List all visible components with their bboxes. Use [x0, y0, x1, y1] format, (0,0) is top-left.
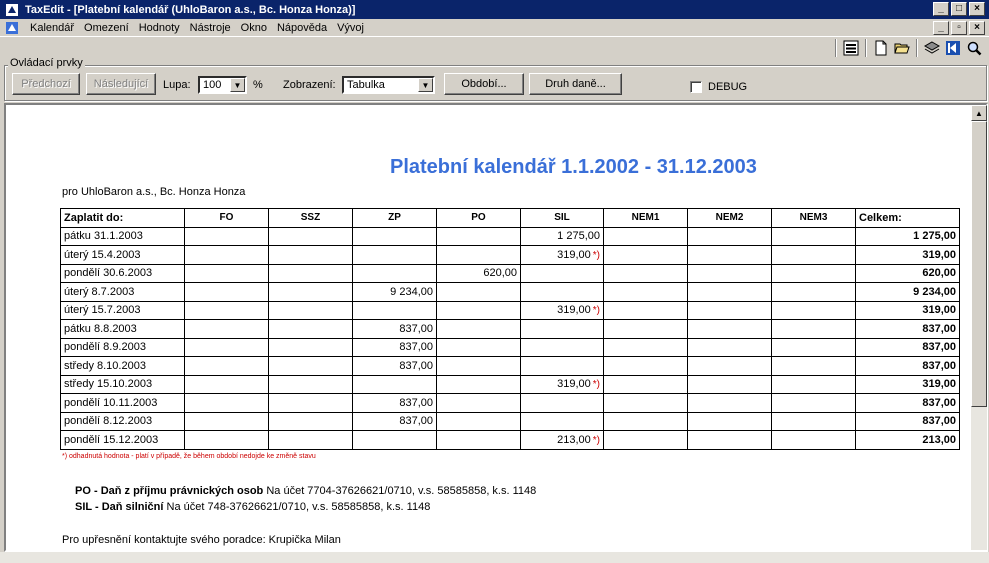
- menu-vyvoj[interactable]: Vývoj: [337, 21, 364, 34]
- zoom-unit: %: [253, 79, 263, 91]
- cell-po: [437, 431, 521, 450]
- cell-zp: [353, 246, 437, 265]
- cell-nem3: [772, 357, 856, 376]
- cell-fo: [185, 283, 269, 302]
- cell-date: pátku 31.1.2003: [61, 227, 185, 246]
- cell-date: pondělí 30.6.2003: [61, 264, 185, 283]
- app-icon: [5, 3, 19, 17]
- search-icon[interactable]: [965, 39, 983, 57]
- cell-fo: [185, 246, 269, 265]
- table-row: [61, 320, 960, 339]
- cell-zp: 837,00: [353, 357, 437, 376]
- cell-sil-value: 1 275,00: [557, 230, 600, 243]
- next-button[interactable]: Následující: [86, 73, 156, 95]
- table-row: [61, 264, 960, 283]
- cell-nem3: [772, 320, 856, 339]
- cell-nem1: [604, 412, 688, 431]
- table-row: [61, 283, 960, 302]
- cell-nem3: [772, 264, 856, 283]
- cell-nem1: [604, 264, 688, 283]
- mdi-close-button[interactable]: ×: [969, 21, 985, 35]
- cell-ssz: [269, 412, 353, 431]
- cell-nem3: [772, 283, 856, 302]
- footnote: *) odhadnutá hodnota - platí v případě, že během období nedojde ke změně stavu: [62, 453, 316, 460]
- zoom-dropdown-arrow-icon[interactable]: ▼: [230, 78, 245, 92]
- cell-total: 319,00: [856, 301, 960, 320]
- col-po: PO: [437, 209, 521, 228]
- cell-nem3: [772, 246, 856, 265]
- cell-ssz: [269, 246, 353, 265]
- cell-po: [437, 375, 521, 394]
- cell-zp: [353, 301, 437, 320]
- layers-icon[interactable]: [923, 39, 941, 57]
- cell-nem2: [688, 375, 772, 394]
- estimate-mark: *): [592, 434, 600, 446]
- payment-name: Daň z příjmu právnických osob: [100, 485, 264, 497]
- cell-ssz: [269, 431, 353, 450]
- cell-fo: [185, 431, 269, 450]
- cell-po: [437, 320, 521, 339]
- cell-nem2: [688, 264, 772, 283]
- cell-zp: 837,00: [353, 394, 437, 413]
- cell-total: 213,00: [856, 431, 960, 450]
- payment-line-sil: SIL - Daň silniční Na účet 748-37626621/0710, v.s. 58585858, k.s. 1148: [75, 501, 431, 513]
- estimate-mark: *): [592, 305, 600, 317]
- cell-nem1: [604, 227, 688, 246]
- cell-date: pondělí 15.12.2003: [61, 431, 185, 450]
- view-select[interactable]: [342, 76, 435, 94]
- cell-po: [437, 394, 521, 413]
- back-icon[interactable]: [944, 39, 962, 57]
- new-doc-icon[interactable]: [872, 39, 890, 57]
- cell-nem2: [688, 246, 772, 265]
- cell-total: 9 234,00: [856, 283, 960, 302]
- maximize-button[interactable]: □: [951, 2, 967, 16]
- cell-ssz: [269, 338, 353, 357]
- cell-fo: [185, 375, 269, 394]
- cell-zp: [353, 264, 437, 283]
- cell-sil-value: 213,00: [557, 433, 591, 446]
- document-subtitle: pro UhloBaron a.s., Bc. Honza Honza: [62, 186, 246, 198]
- cell-po: [437, 301, 521, 320]
- cell-sil: [521, 394, 604, 413]
- toolbar-separator: [865, 39, 867, 57]
- cell-po: [437, 412, 521, 431]
- cell-nem2: [688, 301, 772, 320]
- cell-zp: 837,00: [353, 320, 437, 339]
- menu-omezeni[interactable]: Omezení: [84, 21, 129, 34]
- cell-fo: [185, 227, 269, 246]
- cell-nem2: [688, 357, 772, 376]
- table-row: [61, 357, 960, 376]
- zoom-select[interactable]: [198, 76, 247, 94]
- scroll-thumb[interactable]: [971, 121, 987, 407]
- cell-po: [437, 338, 521, 357]
- cell-nem2: [688, 338, 772, 357]
- toolbar: [0, 36, 989, 58]
- cell-total: 837,00: [856, 320, 960, 339]
- zoom-value: 100: [203, 79, 222, 91]
- cell-po: [437, 227, 521, 246]
- cell-ssz: [269, 264, 353, 283]
- cell-total: 837,00: [856, 338, 960, 357]
- vertical-scrollbar[interactable]: [971, 105, 987, 550]
- table-row: [61, 412, 960, 431]
- table-row: [61, 301, 960, 320]
- cell-sil: [521, 227, 604, 246]
- cell-nem3: [772, 375, 856, 394]
- cell-nem1: [604, 394, 688, 413]
- view-value: Tabulka: [347, 79, 385, 91]
- cell-nem3: [772, 338, 856, 357]
- cell-nem3: [772, 301, 856, 320]
- cell-fo: [185, 338, 269, 357]
- cell-zp: [353, 227, 437, 246]
- cell-total: 319,00: [856, 375, 960, 394]
- cell-date: středy 15.10.2003: [61, 375, 185, 394]
- cell-nem1: [604, 301, 688, 320]
- cell-sil: [521, 283, 604, 302]
- cell-total: 837,00: [856, 357, 960, 376]
- cell-po: [437, 246, 521, 265]
- menu-napoveda[interactable]: Nápověda: [276, 21, 328, 34]
- cell-nem2: [688, 227, 772, 246]
- contact-note: Pro upřesnění kontaktujte svého poradce: Krupička Milan: [62, 534, 341, 546]
- horizontal-scrollbar[interactable]: [0, 552, 989, 563]
- cell-nem2: [688, 431, 772, 450]
- close-button[interactable]: ×: [969, 2, 985, 16]
- col-nem2: NEM2: [688, 209, 772, 228]
- table-row: [61, 246, 960, 265]
- table-body: [61, 227, 960, 449]
- cell-nem1: [604, 338, 688, 357]
- cell-nem1: [604, 283, 688, 302]
- cell-po: [437, 357, 521, 376]
- tax-type-button[interactable]: Druh daně...: [529, 73, 622, 95]
- cell-date: pátku 8.8.2003: [61, 320, 185, 339]
- cell-ssz: [269, 283, 353, 302]
- cell-date: středy 8.10.2003: [61, 357, 185, 376]
- cell-nem3: [772, 412, 856, 431]
- table-header-row: [61, 209, 960, 228]
- col-nem1: NEM1: [604, 209, 688, 228]
- cell-nem2: [688, 320, 772, 339]
- cell-nem3: [772, 431, 856, 450]
- scroll-up-icon[interactable]: ▲: [971, 105, 987, 121]
- table-row: [61, 431, 960, 450]
- cell-nem2: [688, 412, 772, 431]
- col-nem3: NEM3: [772, 209, 856, 228]
- payment-text: Na účet 748-37626621/0710, v.s. 58585858, k.s. 1148: [166, 501, 431, 513]
- cell-zp: 837,00: [353, 412, 437, 431]
- title-bar[interactable]: [0, 0, 989, 19]
- col-zp: ZP: [353, 209, 437, 228]
- cell-nem3: [772, 227, 856, 246]
- cell-date: úterý 15.4.2003: [61, 246, 185, 265]
- previous-button[interactable]: Předchozí: [12, 73, 80, 95]
- open-folder-icon[interactable]: [893, 39, 911, 57]
- col-total: Celkem:: [856, 209, 960, 228]
- table-row: [61, 375, 960, 394]
- table-row: [61, 227, 960, 246]
- mdi-minimize-button[interactable]: _: [933, 21, 949, 35]
- menu-hodnoty[interactable]: Hodnoty: [138, 21, 180, 34]
- cell-sil: [521, 246, 604, 265]
- col-fo: FO: [185, 209, 269, 228]
- debug-checkbox[interactable]: [690, 81, 702, 93]
- cell-ssz: [269, 301, 353, 320]
- payment-code: PO: [75, 485, 91, 497]
- cell-fo: [185, 320, 269, 339]
- table-row: [61, 338, 960, 357]
- document-title: Platební kalendář 1.1.2002 - 31.12.2003: [390, 156, 757, 178]
- cell-nem1: [604, 246, 688, 265]
- view-label: Zobrazení:: [283, 79, 336, 91]
- cell-nem3: [772, 394, 856, 413]
- cell-sil: [521, 264, 604, 283]
- window-title: TaxEdit - [Platební kalendář (UhloBaron a.s., Bc. Honza Honza)]: [25, 3, 356, 16]
- payment-code: SIL: [75, 501, 92, 513]
- cell-fo: [185, 264, 269, 283]
- cell-sil-value: 319,00: [557, 378, 591, 391]
- cell-total: 837,00: [856, 394, 960, 413]
- cell-total: 620,00: [856, 264, 960, 283]
- mdi-restore-button[interactable]: ▫: [951, 21, 967, 35]
- cell-zp: 9 234,00: [353, 283, 437, 302]
- cell-po: [437, 283, 521, 302]
- cell-date: pondělí 8.9.2003: [61, 338, 185, 357]
- payment-name: Daň silniční: [101, 501, 164, 513]
- estimate-mark: *): [592, 249, 600, 261]
- estimate-mark: *): [592, 379, 600, 391]
- cell-sil-value: 319,00: [557, 304, 591, 317]
- cell-ssz: [269, 375, 353, 394]
- toolbar-separator: [916, 39, 918, 57]
- menu-okno[interactable]: Okno: [240, 21, 267, 34]
- col-ssz: SSZ: [269, 209, 353, 228]
- col-date: Zaplatit do:: [61, 209, 185, 228]
- cell-fo: [185, 412, 269, 431]
- cell-nem1: [604, 357, 688, 376]
- cell-date: úterý 8.7.2003: [61, 283, 185, 302]
- cell-sil: [521, 320, 604, 339]
- cell-nem2: [688, 394, 772, 413]
- cell-zp: [353, 431, 437, 450]
- period-button[interactable]: Období...: [444, 73, 524, 95]
- cell-nem2: [688, 283, 772, 302]
- cell-total: 1 275,00: [856, 227, 960, 246]
- cell-sil: [521, 431, 604, 450]
- cell-nem1: [604, 320, 688, 339]
- view-dropdown-arrow-icon[interactable]: ▼: [418, 78, 433, 92]
- cell-sil: [521, 357, 604, 376]
- toolbar-separator: [835, 39, 837, 57]
- cell-sil: [521, 338, 604, 357]
- cell-fo: [185, 357, 269, 376]
- cell-date: úterý 15.7.2003: [61, 301, 185, 320]
- payment-text: Na účet 7704-37626621/0710, v.s. 58585858, k.s. 1148: [266, 485, 537, 497]
- cell-ssz: [269, 394, 353, 413]
- cell-fo: [185, 301, 269, 320]
- payment-calendar-table: [60, 208, 960, 450]
- cell-ssz: [269, 357, 353, 376]
- controls-group-label: Ovládací prvky: [10, 57, 83, 69]
- cell-sil: [521, 301, 604, 320]
- col-sil: SIL: [521, 209, 604, 228]
- cell-zp: [353, 375, 437, 394]
- cell-po: 620,00: [437, 264, 521, 283]
- menu-nastroje[interactable]: Nástroje: [189, 21, 231, 34]
- cell-date: pondělí 8.12.2003: [61, 412, 185, 431]
- zoom-label: Lupa:: [163, 79, 191, 91]
- cell-sil-value: 319,00: [557, 248, 591, 261]
- list-view-icon[interactable]: [842, 39, 860, 57]
- cell-ssz: [269, 320, 353, 339]
- debug-label: DEBUG: [708, 81, 748, 93]
- cell-nem1: [604, 375, 688, 394]
- cell-sil: [521, 412, 604, 431]
- cell-zp: 837,00: [353, 338, 437, 357]
- menu-kalendar[interactable]: Kalendář: [30, 21, 75, 34]
- document-icon[interactable]: [5, 21, 19, 35]
- table-row: [61, 394, 960, 413]
- cell-ssz: [269, 227, 353, 246]
- cell-nem1: [604, 431, 688, 450]
- cell-total: 837,00: [856, 412, 960, 431]
- cell-date: pondělí 10.11.2003: [61, 394, 185, 413]
- cell-total: 319,00: [856, 246, 960, 265]
- cell-fo: [185, 394, 269, 413]
- cell-sil: [521, 375, 604, 394]
- payment-line-po: PO - Daň z příjmu právnických osob Na účet 7704-37626621/0710, v.s. 58585858, k.s. 1148: [75, 485, 537, 497]
- minimize-button[interactable]: _: [933, 2, 949, 16]
- menu-bar: [0, 19, 989, 36]
